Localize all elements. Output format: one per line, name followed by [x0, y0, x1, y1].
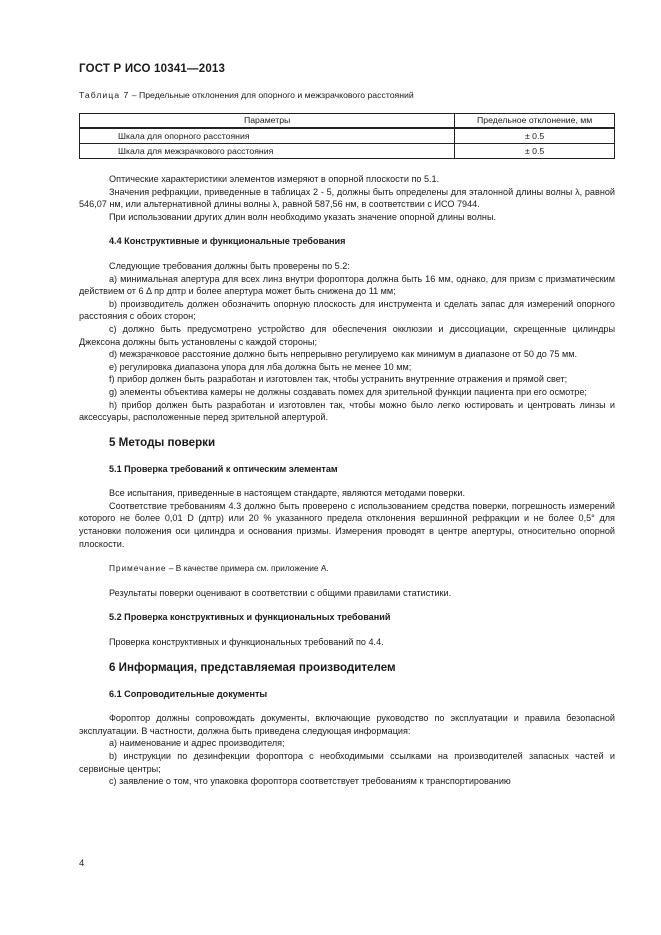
table-cell-parameter: Шкала для опорного расстояния: [80, 128, 455, 144]
list-item: a) наименование и адрес производителя;: [109, 738, 285, 749]
list-item: f) прибор должен быть разработан и изготовлен так, чтобы устранить внутренние отражения и прямой свет;: [109, 374, 568, 385]
deviation-table: [79, 113, 615, 159]
column-header-parameters: Параметры: [80, 114, 455, 129]
section-heading-6: 6 Информация, представляемая производителем: [109, 660, 396, 674]
table-caption-label: Таблица 7: [79, 90, 130, 100]
paragraph: Все испытания, приведенные в настоящем стандарте, являются методами поверки.: [109, 488, 466, 499]
section-heading-4-4: 4.4 Конструктивные и функциональные требования: [109, 236, 346, 247]
list-item: h) прибор должен быть разработан и изготовлен так, чтобы можно было легко юстировать и центровать линзы и аксессуары, расположенные перед зрительной апертурой.: [79, 399, 615, 423]
table-cell-parameter: Шкала для межзрачкового расстояния: [80, 144, 455, 159]
table-cell-value: ± 0.5: [455, 144, 615, 159]
note: [79, 562, 615, 575]
standard-header: ГОСТ Р ИСО 10341—2013: [79, 63, 226, 75]
table-header-row: [80, 114, 615, 129]
paragraph: Оптические характеристики элементов измеряют в опорной плоскости по 5.1.: [109, 174, 440, 184]
note-label: Примечание: [109, 563, 167, 574]
list-item: g) элементы объектива камеры не должны создавать помех для зрительной функции пациента при его осмотре;: [109, 386, 587, 397]
table-row: [80, 144, 615, 159]
list-item: c) заявление о том, что упаковка фороптора соответствует требованиям к транспортированию: [109, 776, 511, 787]
paragraph: Соответствие требованиям 4.3 должно быть проверено с использованием средства поверки, погрешность измерений которого не более 0,01 D (дптр) или 20 % указанного предела отклонения вершинной рефракции и не более 0,5° для установки положения оси цилиндра и основания призмы. Измерения проводят в центре апертуры, относительно опорной плоскости.: [79, 500, 615, 549]
list-item: d) межзрачковое расстояние должно быть непрерывно регулируемо как минимум в диапазоне от 50 до 75 мм.: [109, 349, 578, 360]
list-item: b) производитель должен обозначить опорную плоскость для инструмента и сделать запас для измерений опорного расстояния с обоих сторон;: [79, 298, 615, 322]
list-item: a) минимальная апертура для всех линз внутри фороптора должна быть 16 мм, однако, для призм с призматическим действием от 6 Δ пр дптр и более апертура может быть снижена до 11 мм;: [79, 273, 615, 297]
table-cell-value: ± 0.5: [455, 128, 615, 144]
paragraph: При использовании других длин волн необходимо указать значение опорной длины волны.: [109, 211, 497, 222]
table-caption-text: – Предельные отклонения для опорного и межзрачкового расстояний: [129, 90, 414, 100]
note-text: – В качестве примера см. приложение А.: [166, 563, 329, 574]
page-number: 4: [79, 858, 85, 869]
table-row: [80, 128, 615, 144]
paragraph: Проверка конструктивных и функциональных требований по 4.4.: [109, 637, 384, 648]
list-item: c) должно быть предусмотрено устройство для обеспечения окклюзии и диссоциации, скрещенные цилиндры Джексона должны быть установлены с каждой стороны;: [79, 323, 615, 347]
paragraph: Результаты поверки оценивают в соответствии с общими правилами статистики.: [109, 587, 452, 598]
column-header-deviation: Предельное отклонение, мм: [455, 114, 615, 129]
paragraph: Значения рефракции, приведенные в таблицах 2 - 5, должны быть определены для эталонной длины волны λ, равной 546,07 нм, или альтернативной длины волны λ, равной 587,56 нм, в соответствии с ИСО 7944.: [79, 186, 615, 210]
list-item: b) инструкции по дезинфекции фороптора с необходимыми ссылками на производителей запасных частей и сервисные центры;: [79, 751, 615, 774]
paragraph: Фороптор должны сопровождать документы, включающие руководство по эксплуатации и правила безопасной эксплуатации. В частности, должна быть приведена следующая информация:: [79, 713, 615, 736]
section-heading-6-1: 6.1 Сопроводительные документы: [109, 688, 268, 699]
section-heading-5-2: 5.2 Проверка конструктивных и функциональных требований: [109, 612, 391, 623]
paragraph: Следующие требования должны быть проверены по 5.2:: [109, 260, 350, 271]
section-heading-5-1: 5.1 Проверка требований к оптическим элементам: [109, 463, 338, 474]
list-item: e) регулировка диапазона упора для лба должна быть не менее 10 мм;: [109, 361, 412, 372]
table-caption: [79, 90, 414, 100]
section-heading-5: 5 Методы поверки: [109, 435, 216, 449]
body-text: [79, 173, 615, 788]
